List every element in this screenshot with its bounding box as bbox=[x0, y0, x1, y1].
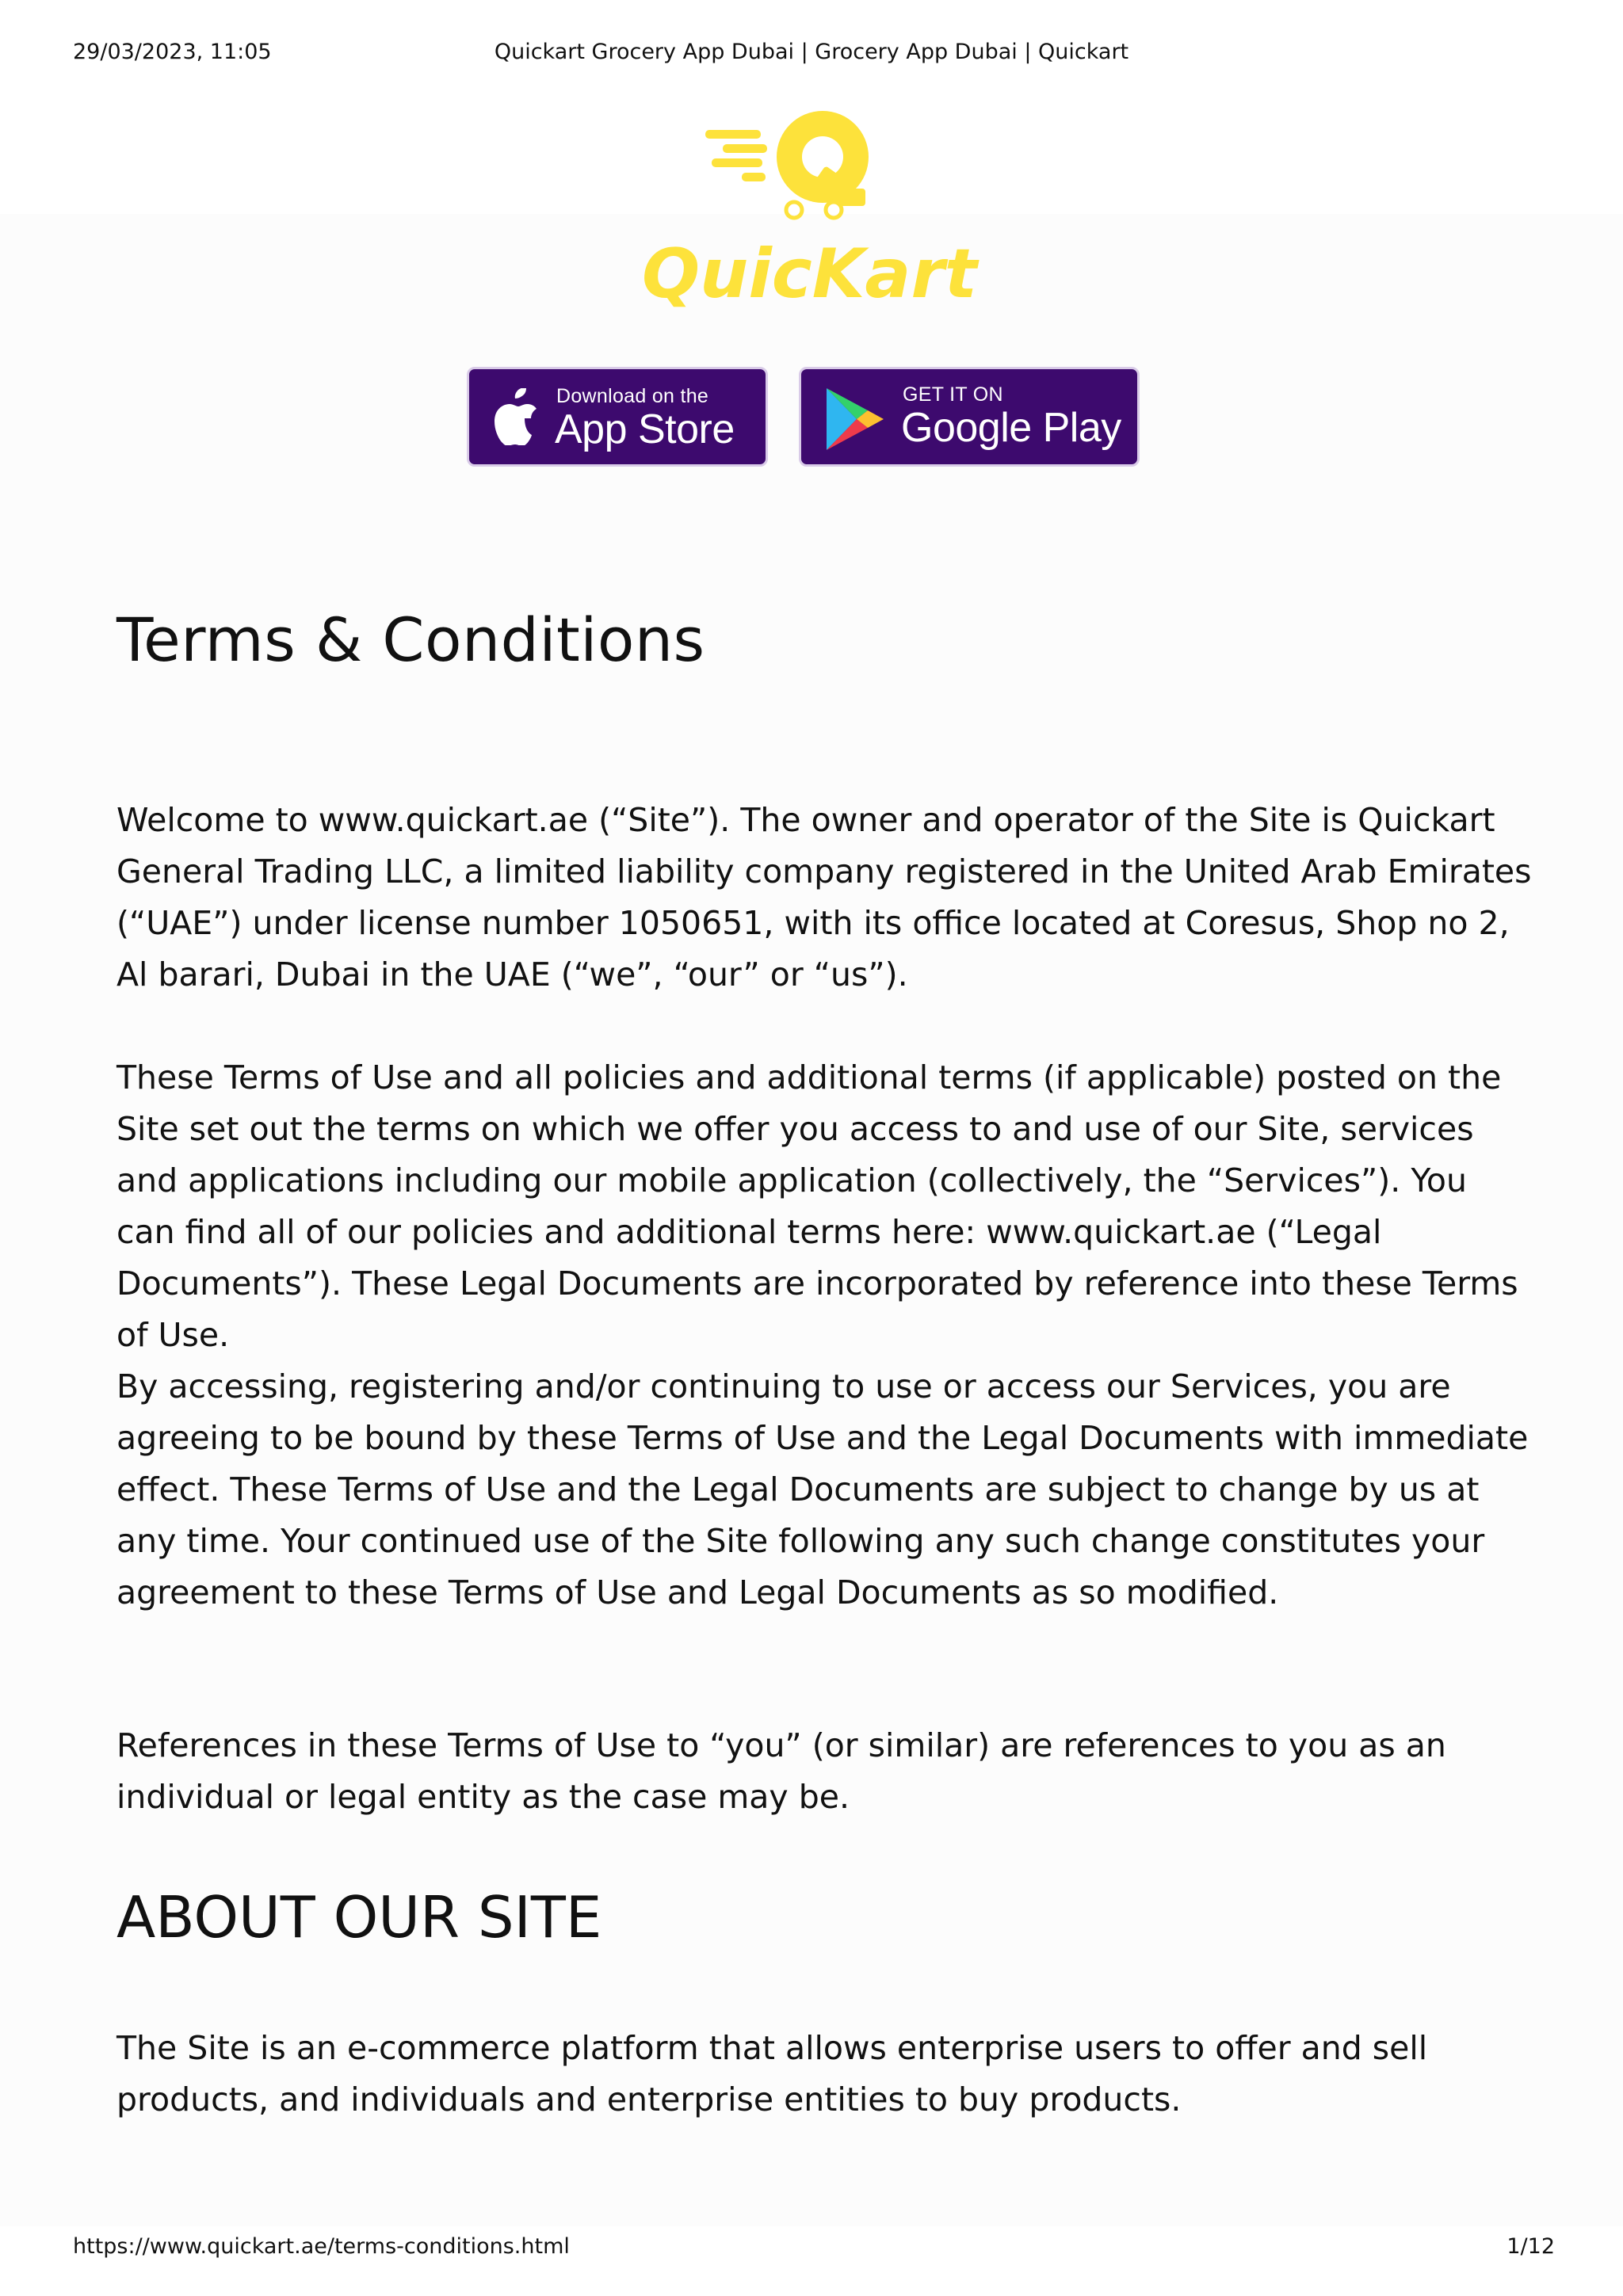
app-store-small-text: Download on the bbox=[556, 385, 709, 407]
app-store-big-text: App Store bbox=[555, 406, 735, 452]
quickart-logo-icon bbox=[626, 95, 1006, 321]
paragraph-terms-of-use: These Terms of Use and all policies and additional terms (if applicable) posted on the Site set out the terms on which we offer you access to and use of our Site, services and applications including our mobile application (collectively, the “Services”). You can find all of our policies and additional terms here: www.quickart.ae (“Legal Documents”). These Legal Documents are incorporated by reference into these Terms of Use. bbox=[116, 1058, 1518, 1354]
paragraph-references: References in these Terms of Use to “you” (or similar) are references to you as an individual or legal entity as the case may be. bbox=[116, 1726, 1446, 1816]
google-play-big-text: Google Play bbox=[901, 405, 1121, 451]
print-footer bbox=[0, 2234, 1623, 2261]
google-play-icon bbox=[822, 385, 887, 453]
print-page-title: Quickart Grocery App Dubai | Grocery App Dubai | Quickart bbox=[494, 40, 1129, 64]
google-play-small-text: GET IT ON bbox=[903, 383, 1003, 406]
print-page-number: 1/12 bbox=[1507, 2234, 1555, 2259]
paragraph-welcome: Welcome to www.quickart.ae (“Site”). The owner and operator of the Site is Quickart General Trading LLC, a limited liability company registered in the United Arab Emirates (“UAE”) under license number 1050651, with its office located at Coresus, Shop no 2, Al barari, Dubai in the UAE (“we”, “our” or “us”). bbox=[116, 801, 1532, 994]
google-play-button[interactable] bbox=[799, 367, 1140, 467]
quickart-logo[interactable] bbox=[626, 95, 1006, 321]
paragraph-about-site: The Site is an e-commerce platform that allows enterprise users to offer and sell products, and individuals and enterprise entities to buy products. bbox=[116, 2029, 1428, 2119]
page-title: Terms & Conditions bbox=[116, 605, 705, 675]
section-heading-about: ABOUT OUR SITE bbox=[116, 1884, 602, 1951]
app-store-button[interactable] bbox=[467, 367, 768, 467]
print-url: https://www.quickart.ae/terms-conditions.html bbox=[73, 2234, 570, 2259]
paragraph-accessing: By accessing, registering and/or continuing to use or access our Services, you are agreeing to be bound by these Terms of Use and the Legal Documents with immediate effect. These Terms of Use and the Legal Documents are subject to change by us at any time. Your continued use of the Site following any such change constitutes your agreement to these Terms of Use and Legal Documents as so modified. bbox=[116, 1367, 1529, 1611]
apple-icon bbox=[491, 388, 539, 445]
logo-wordmark: QuicKart bbox=[642, 235, 977, 314]
print-header bbox=[0, 40, 1623, 67]
print-datetime: 29/03/2023, 11:05 bbox=[73, 40, 272, 64]
